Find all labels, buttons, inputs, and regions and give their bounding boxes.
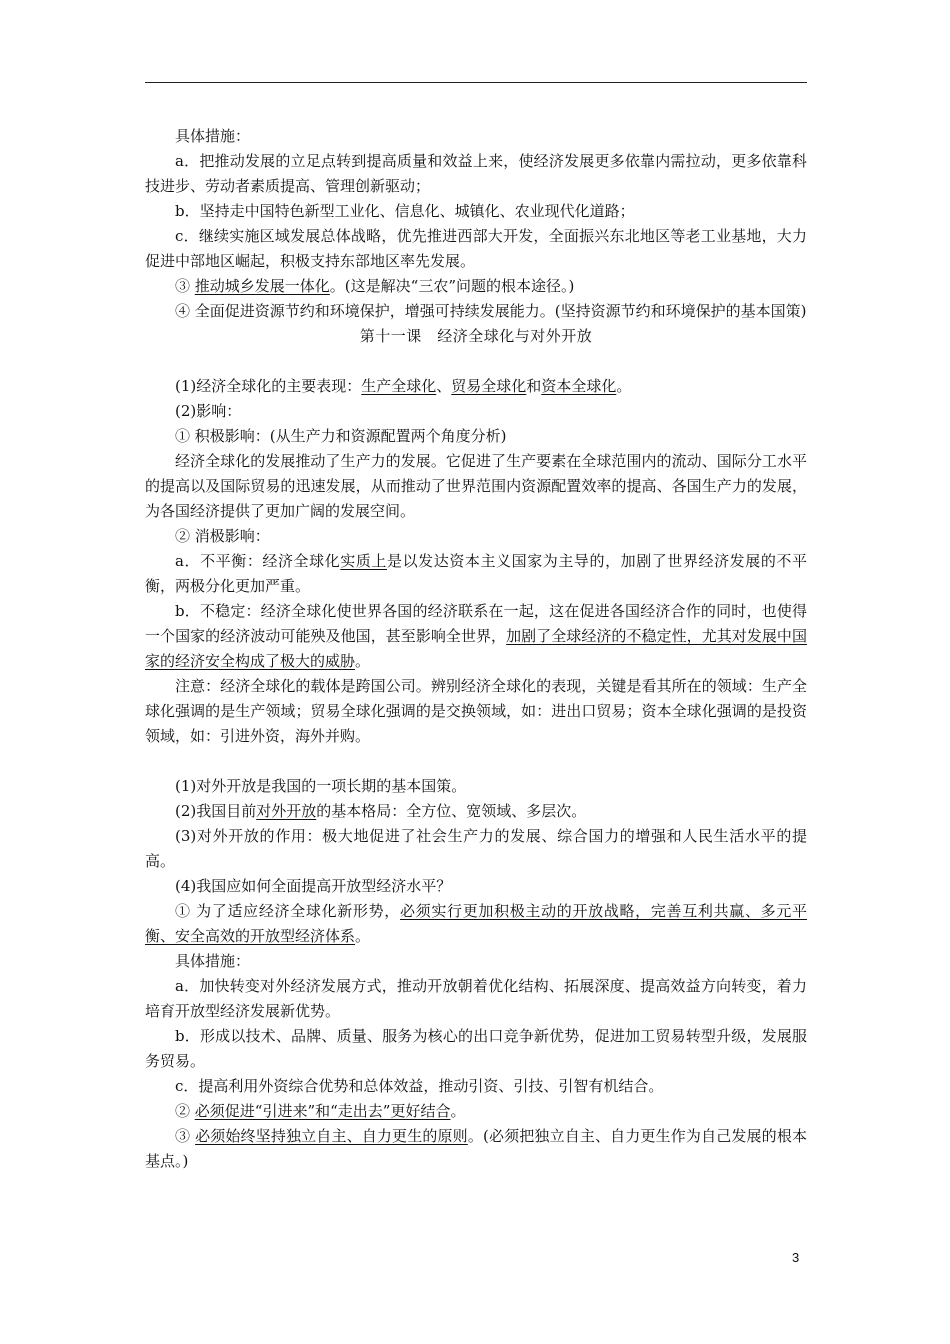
text: ① 积极影响：(从生产力和资源配置两个角度分析) [175, 427, 507, 445]
paragraph [145, 1124, 807, 1174]
paragraph [145, 199, 807, 224]
text: 具体措施： [175, 127, 251, 145]
text: b．不稳定：经济全球化使世界各国的经济联系在一起，这在促进各国经济合作的同时，也使得一个国家的经济波动可能殃及他国，甚至影响全世界， [145, 602, 807, 645]
underlined-text: 必须始终坚持独立自主、自力更生的原则 [195, 1127, 468, 1145]
underlined-text: 推动城乡发展一体化 [194, 277, 330, 295]
paragraph [145, 1074, 807, 1099]
spacer [145, 749, 807, 774]
paragraph [145, 124, 807, 149]
text: (1)对外开放是我国的一项长期的基本国策。 [175, 777, 467, 795]
text: 注意：经济全球化的载体是跨国公司。辨别经济全球化的表现，关键是看其所在的领域：生产全球化强调的是生产领域；贸易全球化强调的是交换领域，如：进出口贸易；资本全球化强调的是投资领域，如：引进外资，海外并购。 [145, 677, 807, 745]
paragraph [145, 274, 807, 299]
underlined-text: 加剧了全球经济的不稳定性，尤其对发展中国家的经济安全构成了极大的威胁 [145, 627, 807, 670]
underlined-text: 对外开放 [256, 802, 317, 820]
text: (4)我国应如何全面提高开放型经济水平？ [175, 877, 452, 895]
text: 。(这是解决“三农”问题的根本途径。) [329, 277, 575, 295]
text: ④ 全面促进资源节约和环境保护，增强可持续发展能力。(坚持资源节约和环境保护的基本国策) [175, 302, 807, 320]
text: 。 [355, 927, 371, 945]
paragraph [145, 149, 807, 199]
text: 具体措施： [175, 952, 251, 970]
text: c．继续实施区域发展总体战略，优先推进西部大开发，全面振兴东北地区等老工业基地，大力促进中部地区崛起，积极支持东部地区率先发展。 [145, 227, 807, 270]
paragraph [145, 599, 807, 674]
text: 。 [616, 377, 632, 395]
text: 、 [436, 377, 452, 395]
text: a．不平衡：经济全球化 [175, 552, 341, 570]
text: ① 为了适应经济全球化新形势， [175, 902, 400, 920]
paragraph [145, 949, 807, 974]
paragraph [145, 549, 807, 599]
underlined-text: 资本全球化 [541, 377, 617, 395]
underlined-text: 必须实行更加积极主动的开放战略，完善互利共赢、多元平衡、安全高效的开放型经济体系 [145, 902, 807, 945]
text: (3)对外开放的作用：极大地促进了社会生产力的发展、综合国力的增强和人民生活水平的提高。 [145, 827, 807, 870]
text: 经济全球化的发展推动了生产力的发展。它促进了生产要素在全球范围内的流动、国际分工水平的提高以及国际贸易的迅速发展，从而推动了世界范围内资源配置效率的提高、各国生产力的发展，为各国经济提供了更加广阔的发展空间。 [145, 452, 807, 520]
text: ③ [175, 1127, 196, 1145]
text: c．提高利用外资综合优势和总体效益，推动引资、引技、引智有机结合。 [175, 1077, 664, 1095]
text: (2)我国目前 [175, 802, 257, 820]
text: a．把推动发展的立足点转到提高质量和效益上来，使经济发展更多依靠内需拉动，更多依靠科技进步、劳动者素质提高、管理创新驱动； [145, 152, 807, 195]
paragraph [145, 874, 807, 899]
underlined-text: 贸易全球化 [451, 377, 527, 395]
document-body [145, 124, 807, 1174]
paragraph [145, 1024, 807, 1074]
header-rule [145, 82, 807, 83]
paragraph [145, 899, 807, 949]
paragraph [145, 449, 807, 524]
text: ③ [175, 277, 195, 295]
paragraph [145, 224, 807, 274]
underlined-text: 实质上 [340, 552, 388, 570]
underlined-text: 生产全球化 [361, 377, 437, 395]
text: b．形成以技术、品牌、质量、服务为核心的出口竞争新优势，促进加工贸易转型升级，发展服务贸易。 [145, 1027, 807, 1070]
paragraph [145, 524, 807, 549]
paragraph [145, 674, 807, 749]
text: (2)影响： [175, 402, 242, 420]
text: 的基本格局：全方位、宽领域、多层次。 [316, 802, 587, 820]
paragraph [145, 374, 807, 399]
text: a．加快转变对外经济发展方式，推动开放朝着优化结构、拓展深度、提高效益方向转变，着力培育开放型经济发展新优势。 [145, 977, 807, 1020]
text: 。 [450, 1102, 466, 1120]
underlined-text: 必须促进“引进来”和“走出去”更好结合 [194, 1102, 451, 1120]
text: ② [175, 1102, 195, 1120]
paragraph [145, 774, 807, 799]
page-number: 3 [792, 1250, 800, 1265]
text: ② 消极影响： [175, 527, 270, 545]
text: 。(必须把独立自主、自力更生作为自己发展的根本基点。) [145, 1127, 807, 1170]
text: 。 [355, 652, 371, 670]
paragraph [145, 799, 807, 824]
paragraph [145, 1099, 807, 1124]
paragraph [145, 399, 807, 424]
spacer [145, 349, 807, 374]
text: 和 [526, 377, 542, 395]
lesson-heading: 第十一课 经济全球化与对外开放 [359, 327, 593, 345]
text: b．坚持走中国特色新型工业化、信息化、城镇化、农业现代化道路； [175, 202, 635, 220]
text: (1)经济全球化的主要表现： [175, 377, 362, 395]
paragraph [145, 424, 807, 449]
paragraph [145, 299, 807, 324]
paragraph [145, 974, 807, 1024]
paragraph [145, 824, 807, 874]
text: 是以发达资本主义国家为主导的，加剧了世界经济发展的不平衡，两极分化更加严重。 [145, 552, 807, 595]
